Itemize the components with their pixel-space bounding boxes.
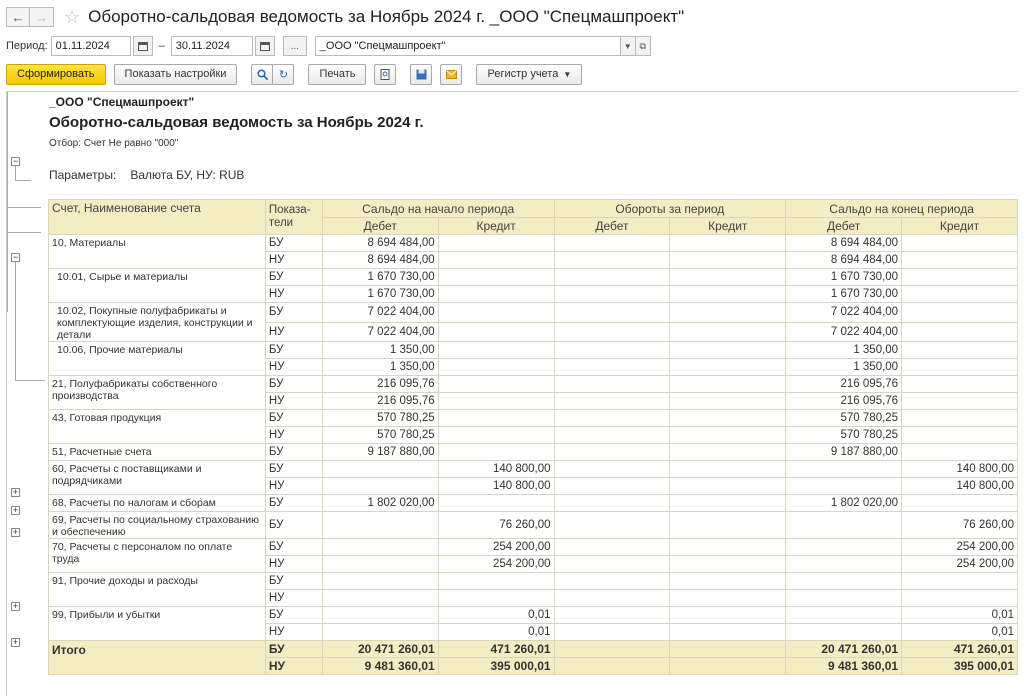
value-cell: [670, 269, 786, 286]
period-label: Период:: [6, 40, 48, 52]
value-cell: [786, 590, 902, 607]
nav-group: [6, 7, 54, 27]
value-cell: 140 800,00: [902, 461, 1018, 478]
value-cell: [902, 269, 1018, 286]
register-button[interactable]: [476, 64, 582, 85]
value-cell: [670, 512, 786, 539]
value-cell: [322, 556, 438, 573]
value-cell: 0,01: [902, 607, 1018, 624]
params-value: Валюта БУ, НУ: RUB: [130, 168, 245, 182]
value-cell: [438, 495, 554, 512]
value-cell: [786, 573, 902, 590]
value-cell: 254 200,00: [438, 539, 554, 556]
col-indicator-header: Показа- тели: [265, 200, 322, 235]
table-row: [49, 573, 1018, 590]
report-area: [6, 91, 1018, 696]
col-turnover-header: Обороты за период: [554, 200, 786, 218]
value-cell: [670, 342, 786, 359]
expand-69-toggle[interactable]: +: [12, 527, 19, 537]
indicator-cell: БУ: [265, 512, 322, 539]
value-cell: 7 022 404,00: [786, 303, 902, 323]
value-cell: [554, 444, 670, 461]
value-cell: [554, 624, 670, 641]
total-label: Итого: [49, 641, 266, 675]
total-indicator: БУ: [265, 641, 322, 658]
indicator-cell: НУ: [265, 556, 322, 573]
account-name: 91, Прочие доходы и расходы: [49, 573, 266, 607]
value-cell: [670, 495, 786, 512]
value-cell: [322, 478, 438, 495]
value-cell: [670, 478, 786, 495]
value-cell: [438, 410, 554, 427]
value-cell: 1 670 730,00: [786, 269, 902, 286]
table-row: [49, 303, 1018, 323]
value-cell: [554, 427, 670, 444]
account-name: 60, Расчеты с поставщиками и подрядчиками: [49, 461, 266, 495]
report-title: Оборотно-сальдовая ведомость за Ноябрь 2024 г.: [49, 114, 424, 131]
total-value: 471 260,01: [902, 641, 1018, 658]
value-cell: [554, 269, 670, 286]
value-cell: [670, 376, 786, 393]
total-value: [670, 641, 786, 658]
search-icon: [257, 69, 268, 80]
value-cell: 1 670 730,00: [786, 286, 902, 303]
value-cell: [322, 624, 438, 641]
value-cell: [554, 393, 670, 410]
value-cell: [554, 512, 670, 539]
calendar-icon: [260, 41, 270, 51]
table-row: [49, 376, 1018, 393]
value-cell: 216 095,76: [786, 393, 902, 410]
value-cell: [554, 539, 670, 556]
value-cell: [902, 376, 1018, 393]
value-cell: [322, 539, 438, 556]
indicator-cell: НУ: [265, 624, 322, 641]
value-cell: [554, 573, 670, 590]
account-name: 70, Расчеты с персоналом по оплате труда: [49, 539, 266, 573]
expand-91-toggle[interactable]: +: [12, 601, 19, 611]
value-cell: [902, 410, 1018, 427]
params-label: Параметры:: [49, 168, 117, 182]
value-cell: [670, 235, 786, 252]
value-cell: [554, 322, 670, 342]
value-cell: [670, 359, 786, 376]
account-name: 69, Расчеты по социальному страхованию и обеспечению: [49, 512, 266, 539]
search-refresh-button[interactable]: [272, 64, 294, 85]
preview-button[interactable]: [374, 64, 396, 85]
calendar-icon: [138, 41, 148, 51]
value-cell: 254 200,00: [902, 556, 1018, 573]
chevron-down-icon: ▼: [563, 69, 572, 79]
value-cell: [554, 495, 670, 512]
table-row: [49, 410, 1018, 427]
calendar-to-button[interactable]: [255, 36, 275, 56]
expand-99-toggle[interactable]: +: [12, 637, 19, 647]
calendar-from-button[interactable]: [133, 36, 153, 56]
collapse-header-toggle[interactable]: −: [12, 156, 19, 166]
value-cell: [670, 410, 786, 427]
open-icon: ⧉: [639, 40, 646, 51]
total-indicator: НУ: [265, 658, 322, 675]
arrow-right-icon: →: [35, 9, 48, 25]
value-cell: 7 022 404,00: [322, 303, 438, 323]
value-cell: [786, 539, 902, 556]
value-cell: 7 022 404,00: [322, 322, 438, 342]
value-cell: [554, 461, 670, 478]
back-button[interactable]: [6, 7, 30, 27]
table-row: [49, 512, 1018, 539]
period-row: [0, 36, 651, 56]
value-cell: [438, 393, 554, 410]
indicator-cell: НУ: [265, 478, 322, 495]
value-cell: 140 800,00: [902, 478, 1018, 495]
value-cell: 1 350,00: [786, 359, 902, 376]
value-cell: 1 350,00: [786, 342, 902, 359]
table-row: [49, 342, 1018, 359]
total-value: [554, 658, 670, 675]
col-closing-header: Сальдо на конец периода: [786, 200, 1018, 218]
indicator-cell: НУ: [265, 322, 322, 342]
table-row: [49, 269, 1018, 286]
value-cell: 216 095,76: [322, 376, 438, 393]
select-period-button[interactable]: ...: [283, 36, 307, 56]
value-cell: [902, 303, 1018, 323]
account-name: 10.02, Покупные полуфабрикаты и комплектующие изделия, конструкции и детали: [49, 303, 266, 342]
title-bar: [0, 0, 1024, 34]
value-cell: [670, 539, 786, 556]
value-cell: 1 670 730,00: [322, 269, 438, 286]
value-cell: [902, 235, 1018, 252]
report-params: [49, 168, 244, 182]
report-body: [49, 235, 1018, 675]
report-filter: Отбор: Счет Не равно "000": [49, 138, 179, 149]
value-cell: [670, 427, 786, 444]
account-name: 10.01, Сырье и материалы: [49, 269, 266, 303]
value-cell: [786, 624, 902, 641]
generate-button[interactable]: Сформировать: [6, 64, 106, 85]
total-value: 20 471 260,01: [786, 641, 902, 658]
value-cell: 570 780,25: [786, 427, 902, 444]
value-cell: [670, 607, 786, 624]
account-name: 43, Готовая продукция: [49, 410, 266, 444]
value-cell: [438, 590, 554, 607]
value-cell: [902, 573, 1018, 590]
indicator-cell: НУ: [265, 393, 322, 410]
collapse-group-10-toggle[interactable]: −: [12, 252, 19, 262]
total-value: [554, 641, 670, 658]
value-cell: [438, 269, 554, 286]
value-cell: [322, 607, 438, 624]
table-row: [49, 607, 1018, 624]
value-cell: [554, 556, 670, 573]
value-cell: 1 350,00: [322, 342, 438, 359]
col-credit-header: Кредит: [438, 218, 554, 235]
value-cell: 140 800,00: [438, 461, 554, 478]
value-cell: [438, 286, 554, 303]
expand-60-toggle[interactable]: +: [12, 487, 19, 497]
value-cell: [902, 342, 1018, 359]
register-label: Регистр учета: [487, 68, 559, 80]
report-table: [48, 199, 1018, 675]
col-credit-header: Кредит: [670, 218, 786, 235]
indicator-cell: НУ: [265, 359, 322, 376]
show-settings-button[interactable]: Показать настройки: [114, 64, 238, 85]
indicator-cell: НУ: [265, 427, 322, 444]
col-debit-header: Дебет: [322, 218, 438, 235]
value-cell: [438, 359, 554, 376]
indicator-cell: НУ: [265, 252, 322, 269]
value-cell: 8 694 484,00: [322, 252, 438, 269]
value-cell: [554, 376, 670, 393]
value-cell: [786, 607, 902, 624]
value-cell: [670, 624, 786, 641]
value-cell: [902, 286, 1018, 303]
period-dash: –: [158, 40, 165, 52]
value-cell: [322, 573, 438, 590]
value-cell: [670, 573, 786, 590]
value-cell: [438, 444, 554, 461]
refresh-icon: ↻: [278, 68, 289, 81]
indicator-cell: БУ: [265, 539, 322, 556]
preview-icon: [380, 69, 391, 80]
value-cell: [670, 590, 786, 607]
col-credit-header: Кредит: [902, 218, 1018, 235]
indicator-cell: БУ: [265, 410, 322, 427]
account-name: 99, Прибыли и убытки: [49, 607, 266, 641]
search-group: [251, 64, 294, 85]
value-cell: 254 200,00: [438, 556, 554, 573]
indicator-cell: БУ: [265, 461, 322, 478]
value-cell: [554, 252, 670, 269]
value-cell: 140 800,00: [438, 478, 554, 495]
value-cell: 570 780,25: [322, 410, 438, 427]
indicator-cell: БУ: [265, 342, 322, 359]
value-cell: [554, 478, 670, 495]
value-cell: 1 802 020,00: [322, 495, 438, 512]
col-account-header: Счет, Наименование счета: [49, 200, 266, 235]
chevron-down-icon: ▼: [623, 41, 632, 51]
value-cell: [438, 342, 554, 359]
search-button[interactable]: [251, 64, 273, 85]
value-cell: [786, 556, 902, 573]
table-row: [49, 495, 1018, 512]
indicator-cell: БУ: [265, 444, 322, 461]
forward-button[interactable]: [30, 7, 54, 27]
value-cell: 76 260,00: [902, 512, 1018, 539]
group-gutter: [7, 92, 47, 696]
value-cell: [322, 461, 438, 478]
value-cell: [670, 322, 786, 342]
total-value: 395 000,01: [902, 658, 1018, 675]
total-row: [49, 641, 1018, 658]
account-name: 21, Полуфабрикаты собственного производства: [49, 376, 266, 410]
value-cell: [670, 556, 786, 573]
table-row: [49, 461, 1018, 478]
value-cell: [438, 322, 554, 342]
window-title: Оборотно-сальдовая ведомость за Ноябрь 2024 г. _ООО "Спецмашпроект": [88, 7, 685, 26]
value-cell: [902, 252, 1018, 269]
total-value: 471 260,01: [438, 641, 554, 658]
value-cell: [670, 444, 786, 461]
value-cell: [438, 376, 554, 393]
organization-dropdown-button[interactable]: [620, 36, 636, 56]
value-cell: [786, 478, 902, 495]
total-value: [670, 658, 786, 675]
expand-68-toggle[interactable]: +: [12, 505, 19, 515]
value-cell: [438, 573, 554, 590]
value-cell: [554, 342, 670, 359]
value-cell: 0,01: [902, 624, 1018, 641]
account-name: 51, Расчетные счета: [49, 444, 266, 461]
save-icon: [416, 69, 427, 80]
value-cell: [902, 590, 1018, 607]
value-cell: 216 095,76: [322, 393, 438, 410]
value-cell: 570 780,25: [786, 410, 902, 427]
value-cell: [786, 512, 902, 539]
value-cell: [554, 590, 670, 607]
print-button[interactable]: Печать: [308, 64, 366, 85]
indicator-cell: БУ: [265, 607, 322, 624]
table-row: [49, 235, 1018, 252]
value-cell: [554, 410, 670, 427]
col-debit-header: Дебет: [554, 218, 670, 235]
value-cell: [902, 359, 1018, 376]
value-cell: 1 350,00: [322, 359, 438, 376]
col-debit-header: Дебет: [786, 218, 902, 235]
value-cell: [902, 393, 1018, 410]
indicator-cell: БУ: [265, 573, 322, 590]
value-cell: 9 187 880,00: [322, 444, 438, 461]
account-name: 68, Расчеты по налогам и сборам: [49, 495, 266, 512]
value-cell: [670, 461, 786, 478]
indicator-cell: БУ: [265, 495, 322, 512]
date-from-input[interactable]: 01.11.2024: [51, 36, 131, 56]
value-cell: [554, 607, 670, 624]
table-row: [49, 539, 1018, 556]
value-cell: 9 187 880,00: [786, 444, 902, 461]
value-cell: [554, 303, 670, 323]
value-cell: [438, 252, 554, 269]
value-cell: 254 200,00: [902, 539, 1018, 556]
indicator-cell: БУ: [265, 376, 322, 393]
date-to-input[interactable]: 30.11.2024: [171, 36, 253, 56]
total-value: 9 481 360,01: [322, 658, 438, 675]
value-cell: [670, 252, 786, 269]
col-opening-header: Сальдо на начало периода: [322, 200, 554, 218]
value-cell: [322, 512, 438, 539]
value-cell: 8 694 484,00: [786, 235, 902, 252]
account-name: 10.06, Прочие материалы: [49, 342, 266, 376]
indicator-cell: БУ: [265, 235, 322, 252]
value-cell: 8 694 484,00: [786, 252, 902, 269]
value-cell: [670, 286, 786, 303]
total-value: 9 481 360,01: [786, 658, 902, 675]
save-button[interactable]: [410, 64, 432, 85]
value-cell: [438, 303, 554, 323]
organization-select[interactable]: _ООО "Спецмашпроект": [315, 36, 621, 56]
value-cell: 570 780,25: [322, 427, 438, 444]
value-cell: [554, 235, 670, 252]
value-cell: [670, 303, 786, 323]
value-cell: 1 670 730,00: [322, 286, 438, 303]
value-cell: 8 694 484,00: [322, 235, 438, 252]
value-cell: 0,01: [438, 624, 554, 641]
toolbar: [0, 63, 582, 85]
arrow-left-icon: ←: [11, 9, 25, 25]
account-name: 10, Материалы: [49, 235, 266, 269]
value-cell: [786, 461, 902, 478]
value-cell: [902, 444, 1018, 461]
indicator-cell: БУ: [265, 269, 322, 286]
indicator-cell: НУ: [265, 286, 322, 303]
organization-open-button[interactable]: [635, 36, 651, 56]
send-email-button[interactable]: [440, 64, 462, 85]
value-cell: [438, 235, 554, 252]
envelope-icon: [446, 70, 457, 79]
value-cell: [322, 590, 438, 607]
value-cell: 76 260,00: [438, 512, 554, 539]
total-value: 395 000,01: [438, 658, 554, 675]
indicator-cell: БУ: [265, 303, 322, 323]
value-cell: 1 802 020,00: [786, 495, 902, 512]
value-cell: [902, 427, 1018, 444]
value-cell: [554, 359, 670, 376]
value-cell: [902, 322, 1018, 342]
report-organization: _ООО "Спецмашпроект": [49, 95, 195, 109]
total-value: 20 471 260,01: [322, 641, 438, 658]
value-cell: [438, 427, 554, 444]
value-cell: 7 022 404,00: [786, 322, 902, 342]
value-cell: [554, 286, 670, 303]
value-cell: [902, 495, 1018, 512]
value-cell: [670, 393, 786, 410]
favorite-star-icon[interactable]: ☆: [64, 6, 81, 27]
value-cell: 0,01: [438, 607, 554, 624]
indicator-cell: НУ: [265, 590, 322, 607]
value-cell: 216 095,76: [786, 376, 902, 393]
table-row: [49, 444, 1018, 461]
